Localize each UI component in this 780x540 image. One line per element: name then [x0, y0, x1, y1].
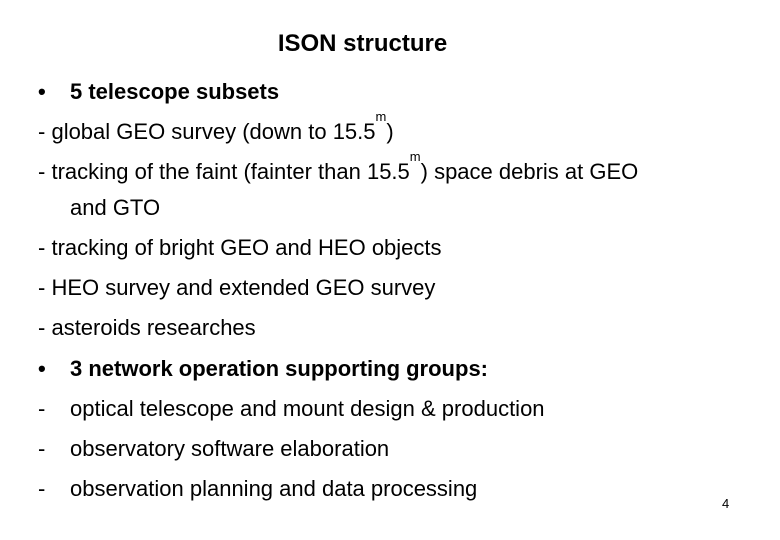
dash-marker: -: [38, 235, 46, 260]
dash-marker: -: [38, 476, 46, 501]
dash-marker: -: [38, 119, 46, 144]
bullet-marker: •: [38, 79, 46, 104]
item-text: asteroids researches: [51, 315, 256, 340]
item-text-after: ): [386, 119, 394, 144]
item-text: observation planning and data processing: [70, 476, 478, 501]
slide-title: ISON structure: [277, 30, 448, 57]
dash-item-observation-planning: [38, 469, 760, 509]
dash-item-observatory-software: [38, 429, 760, 469]
dash-item-tracking-bright: [38, 228, 760, 268]
bullet-marker: •: [38, 356, 46, 381]
bullet-text: 5 telescope subsets: [70, 79, 280, 104]
item-text-after: ) space debris at GEO: [420, 159, 639, 184]
magnitude-superscript: m: [409, 149, 421, 164]
bullet-item-support-groups: [38, 349, 760, 389]
dash-marker: -: [38, 315, 46, 340]
item-text: HEO survey and extended GEO survey: [51, 275, 436, 300]
bullet-item-telescope-subsets: [38, 72, 760, 112]
item-text: and GTO: [70, 195, 161, 220]
dash-item-heo-survey: [38, 268, 760, 308]
dash-item-optical-telescope: [38, 389, 760, 429]
dash-item-global-geo-survey: [38, 109, 760, 152]
item-text: tracking of bright GEO and HEO objects: [51, 235, 442, 260]
dash-marker: -: [38, 396, 46, 421]
page-number: 4: [722, 496, 730, 511]
dash-marker: -: [38, 275, 46, 300]
bullet-text: 3 network operation supporting groups:: [70, 356, 488, 381]
dash-item-tracking-faint: [38, 149, 760, 192]
continuation-line: [70, 188, 760, 228]
dash-marker: -: [38, 159, 46, 184]
item-text: tracking of the faint (fainter than 15.5: [51, 159, 410, 184]
dash-marker: -: [38, 436, 46, 461]
magnitude-superscript: m: [375, 109, 387, 124]
dash-item-asteroids: [38, 308, 760, 348]
item-text: optical telescope and mount design & production: [70, 396, 545, 421]
item-text: global GEO survey (down to 15.5: [51, 119, 376, 144]
item-text: observatory software elaboration: [70, 436, 390, 461]
